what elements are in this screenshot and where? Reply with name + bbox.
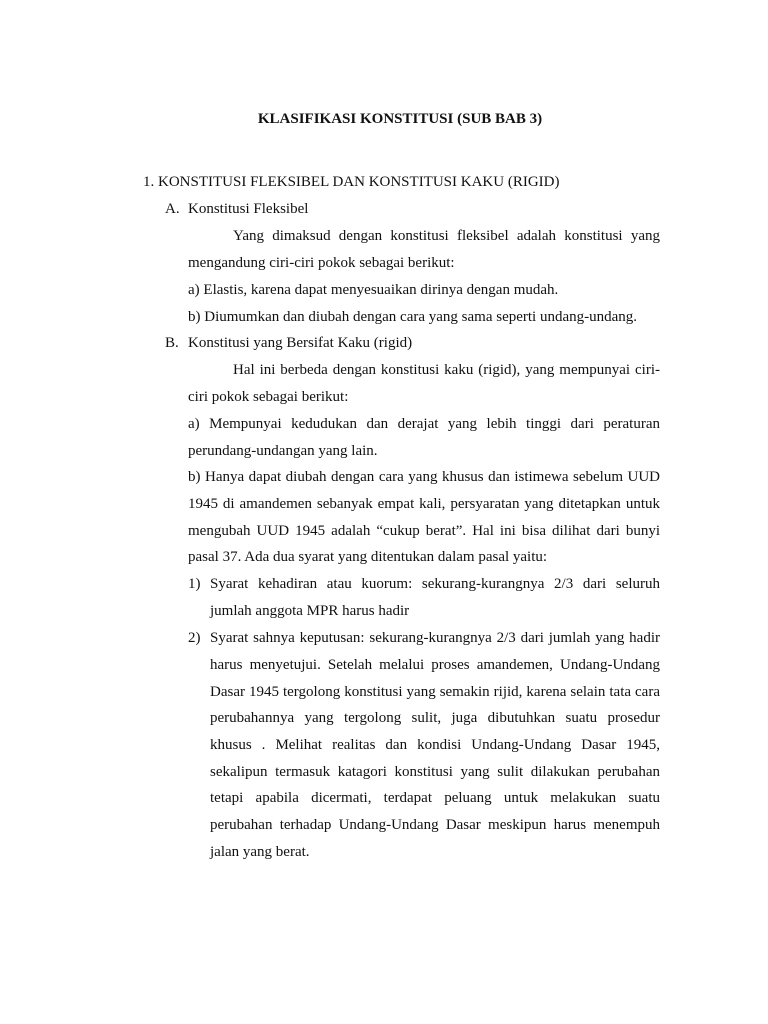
part-a-paragraph-line-2: mengandung ciri-ciri pokok sebagai berikut: — [188, 255, 455, 271]
requirement-2-marker: 2) — [188, 630, 201, 646]
requirement-2-line-1: Syarat sahnya keputusan: sekurang-kurangnya 2/3 dari jumlah yang hadir — [210, 630, 660, 646]
requirement-2-line-9: jalan yang berat. — [210, 844, 310, 860]
part-b-item-a-line-2: perundang-undangan yang lain. — [188, 443, 378, 459]
section-1-heading: 1. KONSTITUSI FLEKSIBEL DAN KONSTITUSI KAKU (RIGID) — [143, 174, 560, 190]
part-b-item-b-line-3: mengubah UUD 1945 adalah “cukup berat”. Hal ini bisa dilihat dari bunyi — [188, 523, 660, 539]
part-a-heading: Konstitusi Fleksibel — [188, 201, 309, 217]
requirement-1-line-1: Syarat kehadiran atau kuorum: sekurang-kurangnya 2/3 dari seluruh — [210, 576, 660, 592]
part-a-paragraph-line-1: Yang dimaksud dengan konstitusi fleksibel adalah konstitusi yang — [233, 228, 660, 244]
part-b-paragraph-line-2: ciri pokok sebagai berikut: — [188, 389, 349, 405]
requirement-2-line-6: sekalipun termasuk katagori konstitusi yang sulit dilakukan perubahan — [210, 764, 660, 780]
requirement-2-line-5: khusus . Melihat realitas dan kondisi Undang-Undang Dasar 1945, — [210, 737, 660, 753]
part-b-marker: B. — [165, 335, 179, 351]
requirement-1-marker: 1) — [188, 576, 201, 592]
document-title: KLASIFIKASI KONSTITUSI (SUB BAB 3) — [257, 111, 543, 127]
part-a-item-a: a) Elastis, karena dapat menyesuaikan dirinya dengan mudah. — [188, 282, 559, 298]
part-b-heading: Konstitusi yang Bersifat Kaku (rigid) — [188, 335, 413, 351]
part-b-item-b-line-4: pasal 37. Ada dua syarat yang ditentukan dalam pasal yaitu: — [188, 549, 548, 565]
requirement-1-line-2: jumlah anggota MPR harus hadir — [210, 603, 410, 619]
part-b-item-a-line-1: a) Mempunyai kedudukan dan derajat yang lebih tinggi dari peraturan — [188, 416, 660, 432]
part-b-paragraph-line-1: Hal ini berbeda dengan konstitusi kaku (rigid), yang mempunyai ciri- — [233, 362, 660, 378]
part-b-item-b-line-1: b) Hanya dapat diubah dengan cara yang khusus dan istimewa sebelum UUD — [188, 469, 660, 485]
part-a-marker: A. — [165, 201, 180, 217]
requirement-2-line-2: harus menyetujui. Setelah melalui proses amandemen, Undang-Undang — [210, 657, 660, 673]
requirement-2-line-4: perubahannya yang tergolong sulit, juga dibutuhkan suatu prosedur — [210, 710, 660, 726]
part-b-item-b-line-2: 1945 di amandemen sebanyak empat kali, persyaratan yang ditetapkan untuk — [188, 496, 660, 512]
requirement-2-line-3: Dasar 1945 tergolong konstitusi yang semakin rijid, karena selain tata cara — [210, 684, 660, 700]
part-a-item-b: b) Diumumkan dan diubah dengan cara yang sama seperti undang-undang. — [188, 309, 638, 325]
requirement-2-line-7: tetapi apabila dicermati, terdapat peluang untuk melakukan suatu — [210, 790, 660, 806]
requirement-2-line-8: perubahan terhadap Undang-Undang Dasar meskipun harus menempuh — [210, 817, 660, 833]
